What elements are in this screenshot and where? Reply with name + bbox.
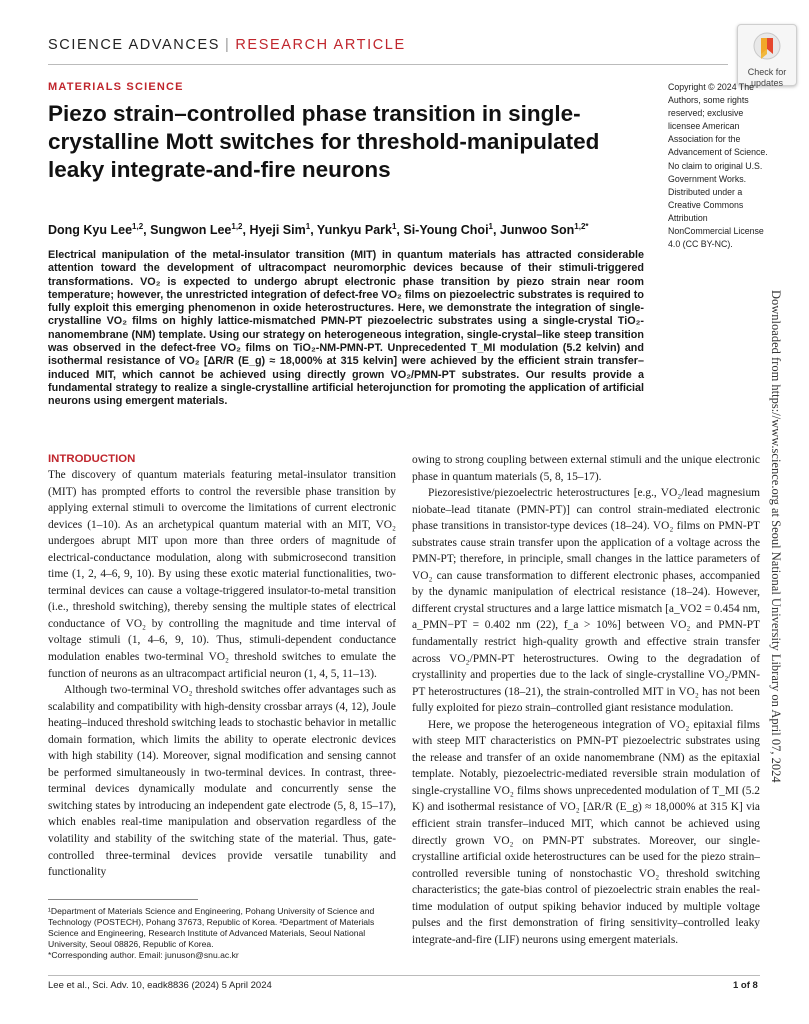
paragraph: owing to strong coupling between external stimuli and the unique electronic phase in quantum materials (5, 8, 15–17). (412, 454, 760, 483)
paragraph: Although two-terminal VO₂ threshold switches offer advantages such as scalability and compatibility with high-density crossbar arrays (4, 12), Joule heating–induced threshold switching leads to stochastic behavior in metallic domain formation, which limits the ability to operate electronic devices with high stability (14). Moreover, signal modification and sensing cannot be performed simultaneously in two-terminal devices. In contrast, three-terminal devices dynamically modulate and concurrently sense the switching states by introducing an independent gate electrode (5, 8, 15–17), which enables real-time manipulation and observation regardless of the volatility and stability of the switching state of the material. Thus, gate-controlled three-terminal devices provide versatile tunability and functionality (48, 684, 396, 879)
author-list: Dong Kyu Lee$^{1,2}$, Sungwon Lee$^{1,2}$, Hyeji Sim$^1$, Yunkyu Park$^1$, Si-Young Choi$^1$, Junwoo Son$^{1,2*}$ (48, 222, 589, 238)
section-label: MATERIALS SCIENCE (48, 81, 184, 93)
journal-header (48, 37, 406, 53)
author-affiliation: 1,2 (231, 222, 243, 231)
download-note: Downloaded from https://www.science.org at Seoul National University Library on April 07, 2024 (769, 290, 783, 783)
abstract: Electrical manipulation of the metal-insulator transition (MIT) in quantum materials has attracted considerable attention toward the development of ultracompact neuromorphic devices because of their stimuli-triggered transformations. VO₂ is expected to undergo abrupt electronic phase transition by piezo strain near room temperature; however, the unrestricted integration of defect-free VO₂ films on piezoelectric substrates is required to fully exploit this emerging phenomenon in oxide heterostructures. Here, we demonstrate the integration of single-crystalline VO₂ films on highly lattice-mismatched PMN-PT piezoelectric substrates using a single-crystal TiO₂-nanomembrane (NM) template. Using our strategy on heterogeneous integration, single-crystal–like steep transition was observed in the defect-free VO₂ films on TiO₂-NM-PMN-PT. Unprecedented T_MI modulation (5.2 kelvin) and isothermal resistance of VO₂ [ΔR/R (E_g) ≈ 18,000% at 315 kelvin] were achieved by the efficient strain transfer–induced MIT, which cannot be achieved using directly grown VO₂/PMN-PT substrates. Our results provide a fundamental strategy to realize a single-crystalline artificial heterojunction for promoting the application of artificial neurons using emergent materials. (48, 249, 644, 408)
author-name: Dong Kyu Lee (48, 223, 133, 238)
author-affiliation: 1 (305, 222, 311, 231)
check-for-updates-button[interactable] (737, 24, 797, 86)
footer-rule (48, 975, 760, 976)
footer-citation: Lee et al., Sci. Adv. 10, eadk8836 (2024) 5 April 2024 (48, 980, 272, 991)
author-affiliation: 1,2* (574, 222, 589, 231)
introduction-heading: INTRODUCTION (48, 453, 136, 465)
check-for-updates-icon (752, 31, 782, 61)
author-name: Hyeji Sim (249, 223, 306, 238)
corresponding-author: *Corresponding author. Email: junuson@snu.ac.kr (48, 950, 239, 960)
right-column (412, 452, 760, 948)
copyright-note: Copyright © 2024 The Authors, some rights reserved; exclusive licensee American Association for the Advancement of Science. No claim to original U.S. Government Works. Distributed under a Creative Commons Attribution NonCommercial License 4.0 (CC BY-NC). (668, 82, 768, 250)
author-name: Sungwon Lee (150, 223, 232, 238)
badge-line1: Check for (747, 67, 787, 77)
footnote-rule (48, 899, 198, 900)
header-rule (48, 64, 728, 65)
author-affiliation: 1 (391, 222, 397, 231)
author-name: Si-Young Choi (403, 223, 489, 238)
footnotes (48, 906, 398, 961)
badge-line2: updates (750, 78, 784, 88)
author-name: Yunkyu Park (316, 223, 392, 238)
article-type: RESEARCH ARTICLE (235, 37, 406, 53)
affiliations: ¹Department of Materials Science and Engineering, Pohang University of Science and Technology (POSTECH), Pohang 37673, Republic of Korea. ²Department of Materials Science and Engineering, Research Institute of Advanced Materials, Seoul National University, Seoul 08826, Republic of Korea. (48, 906, 375, 949)
paragraph: The discovery of quantum materials featuring metal-insulator transition (MIT) has prompted efforts to control the reversible phase transition by applying external stimuli to overcome the limitations of current electronic devices (1–10). As an archetypical quantum material with an MIT, VO₂ undergoes abrupt MIT upon more than three orders of magnitude of electrical-conductance modulation, along with submicrosecond transition time (1, 2, 4–6, 9, 10). By using these exotic material functionalities, two-terminal devices can cause a voltage-triggered insulator-to-metal transition (i.e., threshold switching), thereby sensing the multiple states of electrical conductance of VO₂ by controlling the magnitude and time interval of voltage stimuli (1, 4–6, 9, 10). Thus, stimuli-dependent conductance modulation enables two-terminal VO₂ threshold switches to emulate the function of neurons as an ultracompact artificial neuron (1, 4, 5, 11–13). (48, 469, 396, 680)
paragraph: Here, we propose the heterogeneous integration of VO₂ epitaxial films with steep MIT characteristics on PMN-PT piezoelectric substrates using the release and transfer of an oxide nanomembrane (NM) as the epitaxial template. Notably, piezoelectric-mediated reversible strain modulation of single-crystalline VO₂ films shows unprecedented modulation of T_MI (5.2 K) and isothermal resistance of VO₂ [ΔR/R (E_g) ≈ 18,000% at 315 K] via efficient strain transfer–induced MIT, which cannot be achieved using directly grown VO₂ on PMN-PT substrates. Moreover, our single-crystalline artificial oxide heterostructures can be used for the piezo strain–controlled reversible tuning of nonstochastic VO₂ threshold switching characteristics; the gate-bias control of piezoelectric strain enables the real-time modulation of output spiking behavior induced by multiple voltage pulses and the first demonstration of firing sensitivity–controlled leaky integrate-and-fire (LIF) neurons using emergent materials. (412, 718, 760, 946)
left-column (48, 452, 396, 881)
journal-name: SCIENCE ADVANCES (48, 37, 220, 53)
header-separator: | (224, 37, 231, 53)
page-number: 1 of 8 (733, 980, 758, 991)
author-name: Junwoo Son (499, 223, 575, 238)
paragraph: Piezoresistive/piezoelectric heterostructures [e.g., VO₂/lead magnesium niobate–lead titanate (PMN-PT)] can control strain-mediated electronic phase transitions in transistor-type devices (18–24). VO₂ films on PMN-PT substrates cause strain transfer upon the application of a voltage across the PMN-PT; therefore, in principle, small changes in the lattice parameters of VO₂ can cause transformation to different electronic phases, accompanied by the dynamic manipulation of electrical resistance (18–24). However, different crystal structures and a large lattice mismatch [a_VO2 = 0.454 nm, a_PMN−PT = 0.402 nm (22), f_a > 10%] between VO₂ and PMN-PT fundamentally restrict high-quality growth and effective strain transfer across VO₂/PMN-PT heterostructures. Owing to the degradation of crystallinity and properties due to the lack of single-crystalline VO₂/PMN-PT heterostructures (18–21), the strain-controlled MIT in VO₂ has not been fully exploited for piezo strain–controlled giant resistance modulation. (412, 487, 760, 715)
author-affiliation: 1 (488, 222, 493, 231)
author-affiliation: 1,2 (132, 222, 144, 231)
article-title: Piezo strain–controlled phase transition in single-crystalline Mott switches for threshold-manipulated leaky integrate-and-fire neurons (48, 101, 600, 182)
